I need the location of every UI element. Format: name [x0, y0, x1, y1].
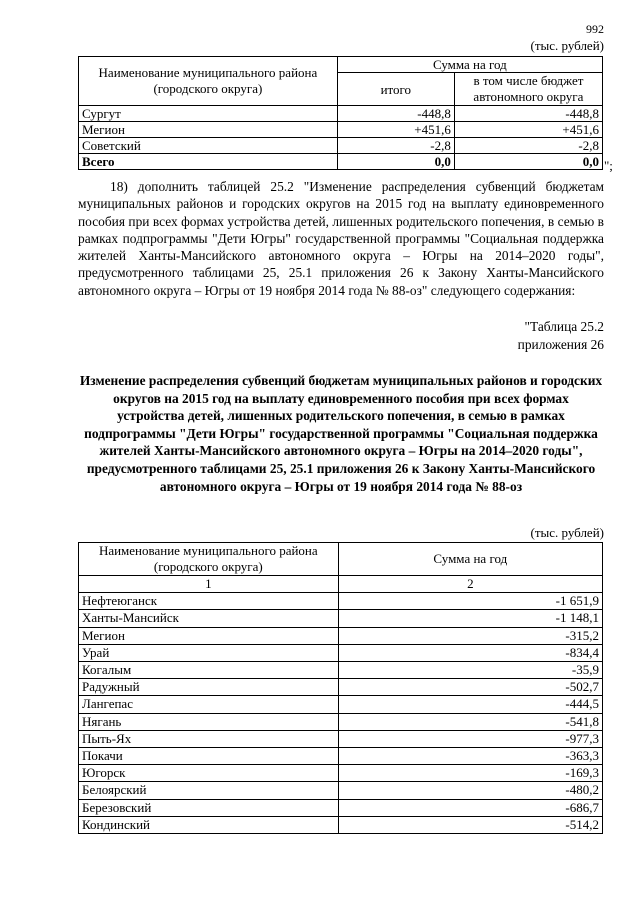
- t1-cell-budget: -2,8: [454, 138, 602, 154]
- t2-cell-value: -1 148,1: [338, 610, 602, 627]
- unit-label-1: (тыс. рублей): [530, 38, 604, 53]
- table-row: [79, 662, 603, 679]
- table-1: [78, 56, 603, 170]
- table-row: [79, 696, 603, 713]
- t1-cell-budget: 0,0: [454, 154, 602, 170]
- t2-cell-value: -514,2: [338, 816, 602, 833]
- table-row: [79, 593, 603, 610]
- t2-cell-name: Югорск: [79, 765, 339, 782]
- t2-cell-name: Кондинский: [79, 816, 339, 833]
- unit-label-2: (тыс. рублей): [530, 525, 604, 540]
- t2-cell-value: -480,2: [338, 782, 602, 799]
- table-row: [79, 799, 603, 816]
- table-row: [79, 679, 603, 696]
- t2-cell-value: -35,9: [338, 662, 602, 679]
- t2-colnum-1: 1: [79, 576, 339, 593]
- table-row: [79, 782, 603, 799]
- t1-cell-total: -2,8: [337, 138, 454, 154]
- table-row: [79, 627, 603, 644]
- t1-cell-name: Мегион: [79, 122, 338, 138]
- t2-header-sum: Сумма на год: [338, 543, 602, 576]
- t2-cell-value: -834,4: [338, 644, 602, 661]
- t2-cell-value: -1 651,9: [338, 593, 602, 610]
- t1-cell-name: Всего: [79, 154, 338, 170]
- table-2: [78, 542, 603, 834]
- table-row-total: [79, 154, 603, 170]
- table-row: [79, 644, 603, 661]
- t1-header-name: Наименование муниципального района (городского округа): [79, 57, 338, 106]
- table-row: [79, 138, 603, 154]
- t1-header-sum: Сумма на год: [337, 57, 602, 73]
- t2-cell-value: -502,7: [338, 679, 602, 696]
- t2-cell-value: -169,3: [338, 765, 602, 782]
- t2-cell-name: Мегион: [79, 627, 339, 644]
- t2-cell-name: Березовский: [79, 799, 339, 816]
- t2-cell-value: -977,3: [338, 730, 602, 747]
- t2-cell-name: Пыть-Ях: [79, 730, 339, 747]
- t1-header-total: итого: [337, 73, 454, 106]
- t1-cell-budget: -448,8: [454, 106, 602, 122]
- table-row: [79, 122, 603, 138]
- t1-cell-name: Сургут: [79, 106, 338, 122]
- table-1-closing-quote: ";: [604, 158, 613, 173]
- t2-cell-value: -363,3: [338, 748, 602, 765]
- t1-header-budget: в том числе бюджет автономного округа: [454, 73, 602, 106]
- t2-cell-name: Радужный: [79, 679, 339, 696]
- paragraph-text: 18) дополнить таблицей 25.2 "Изменение распределения субвенций бюджетам муниципальных районов и городских округов на 2015 год на выплату единовременного пособия при всех формах устройства детей, лишенных родительского попечения, в семью в рамках подпрограммы "Дети Югры" государственной программы "Социальная поддержка жителей Ханты-Мансийского автономного округа – Югры на 2014–2020 годы", предусмотренного таблицами 25, 25.1 приложения 26 к Закону Ханты-Мансийского автономного округа – Югры от 19 ноября 2014 года № 88-оз" следующего содержания:: [78, 179, 604, 298]
- t2-cell-value: -686,7: [338, 799, 602, 816]
- t2-cell-name: Лангепас: [79, 696, 339, 713]
- t2-header-name: Наименование муниципального района (городского округа): [79, 543, 339, 576]
- table-ref-line-1: "Таблица 25.2: [524, 319, 604, 334]
- table-2-heading: Изменение распределения субвенций бюджетам муниципальных районов и городских округов на 2015 год на выплату единовременного пособия при всех формах устройства детей, лишенных родительского попечения, в семью в рамках подпрограммы "Дети Югры" государственной программы "Социальная поддержка жителей Ханты-Мансийского автономного округа – Югры на 2014–2020 годы", предусмотренного таблицами 25, 25.1 приложения 26 к Закону Ханты-Мансийского автономного округа – Югры от 19 ноября 2014 года № 88-оз: [79, 373, 603, 494]
- t2-cell-name: Урай: [79, 644, 339, 661]
- amendment-paragraph: [78, 178, 604, 299]
- table-row: [79, 713, 603, 730]
- t1-cell-total: -448,8: [337, 106, 454, 122]
- table-row: [79, 106, 603, 122]
- t1-cell-name: Советский: [79, 138, 338, 154]
- t2-cell-name: Ханты-Мансийск: [79, 610, 339, 627]
- t2-cell-name: Когалым: [79, 662, 339, 679]
- t2-cell-name: Покачи: [79, 748, 339, 765]
- t2-cell-name: Белоярский: [79, 782, 339, 799]
- table-row: [79, 748, 603, 765]
- table-row: [79, 765, 603, 782]
- t2-cell-value: -315,2: [338, 627, 602, 644]
- t1-cell-budget: +451,6: [454, 122, 602, 138]
- table-row: [79, 816, 603, 833]
- t1-cell-total: +451,6: [337, 122, 454, 138]
- t2-cell-name: Нягань: [79, 713, 339, 730]
- page-number: 992: [586, 22, 604, 36]
- table-ref-line-2: приложения 26: [517, 337, 604, 352]
- t2-cell-value: -444,5: [338, 696, 602, 713]
- table-row: [79, 610, 603, 627]
- table-reference: [470, 318, 604, 354]
- t2-cell-value: -541,8: [338, 713, 602, 730]
- t1-cell-total: 0,0: [337, 154, 454, 170]
- table-row: [79, 730, 603, 747]
- t2-colnum-2: 2: [338, 576, 602, 593]
- t2-cell-name: Нефтеюганск: [79, 593, 339, 610]
